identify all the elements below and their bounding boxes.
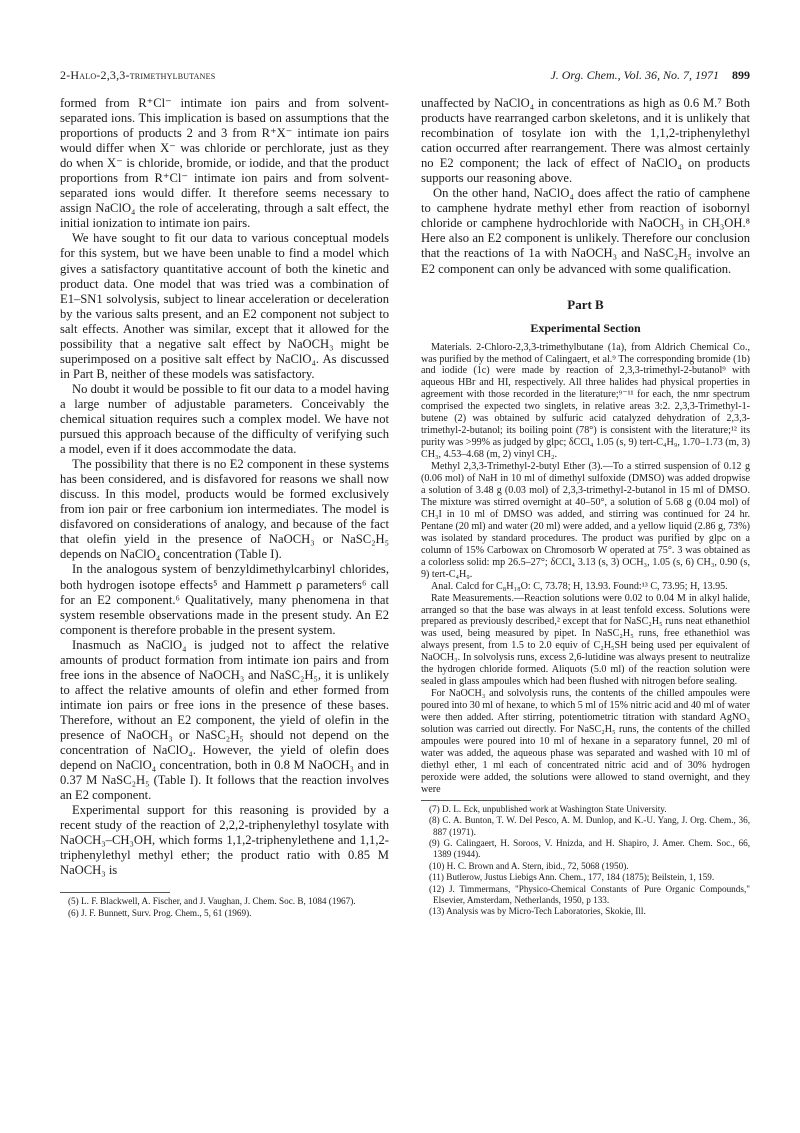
body-paragraph: No doubt it would be possible to fit our data to a model having a large number of adjustable parameters. Conceivably the chemical situation requires such a complex model. We have not pursued this approach because of the difficulty of verifying such a model, even if it does accommodate the data. (60, 381, 389, 457)
body-paragraph: unaffected by NaClO₄ in concentrations as high as 0.6 M.⁷ Both products have rearranged carbon skeletons, and it is unlikely that recombination of tosylate ion with the 1,1,2-triphenylethyl cation occurred after rearrangement. There was almost certainly no E2 component; the lack of effect of NaClO₄ on products supports our reasoning above. (421, 96, 750, 186)
right-column (421, 96, 750, 918)
footnote: (8) C. A. Bunton, T. W. Del Pesco, A. M. Dunlop, and K.-U. Yang, J. Org. Chem., 36, 887 (1971). (429, 815, 750, 837)
footnote: (13) Analysis was by Micro-Tech Laboratories, Skokie, Ill. (429, 906, 646, 917)
footnote: (11) Butlerow, Justus Liebigs Ann. Chem., 177, 184 (1875); Beilstein, 1, 159. (429, 872, 715, 883)
footnote-rule (60, 892, 170, 893)
footnote: (6) J. F. Bunnett, Surv. Prog. Chem., 5, 61 (1969). (68, 907, 252, 918)
footnote-rule (421, 800, 531, 801)
experimental-paragraph: Rate Measurements.—Reaction solutions were 0.02 to 0.04 M in alkyl halide, arranged so that the base was always in at least tenfold excess. Solutions were prepared as previously described,² except that for NaSC₂H₅ runs neat ethanethiol was used, being measured by pipet. In NaSC₂H₅ runs, free ethanethiol was always present, from 1.5 to 2.0 equiv of C₂H₅SH being used per equivalent of NaOCH₃. In solvolysis runs, excess 2,6-lutidine was always present to neutralize the hydrogen chloride formed. Aliquots (5.0 ml) of the reaction solution were sealed in glass ampoules which had been flushed with nitrogen before sealing. (421, 592, 750, 688)
footnote: (9) G. Calingaert, H. Soroos, V. Hnizda, and H. Shapiro, J. Amer. Chem. Soc., 66, 1389 (1944). (429, 838, 750, 860)
experimental-paragraph: For NaOCH₃ and solvolysis runs, the contents of the chilled ampoules were poured into 30 ml of hexane, to which 5 ml of 15% nitric acid and 40 ml of water were then added. After stirring, potentiometric titration with standard AgNO₃ solution was carried out directly. For NaSC₂H₅ runs, the contents of the chilled ampoules were poured into 10 ml of hexane in a separatory funnel, 20 ml of water was added, the aqueous phase was separated and washed with 10 ml of diethyl ether, 1 ml each of concentrated nitric acid and of 30% hydrogen peroxide were added, the solutions were allowed to stand overnight, and they were (421, 688, 750, 795)
body-paragraph: The possibility that there is no E2 component in these systems has been considered, and is disfavored for reasons we shall now discuss. In this model, products would be formed exclusively from ion pair or free carbonium ion intermediates. The model is disfavored on considerations of analogy, and because of the fact that olefin yield in the presence of NaOCH₃ or NaSC₂H₅ depends on NaClO₄ concentration (Table I). (60, 457, 389, 562)
experimental-paragraph: Anal. Calcd for C₈H₁₈O: C, 73.78; H, 13.93. Found:¹³ C, 73.95; H, 13.95. (431, 580, 728, 592)
page-number: 899 (732, 68, 750, 82)
body-paragraph: In the analogous system of benzyldimethylcarbinyl chlorides, both hydrogen isotope effects⁵ and Hammett ρ parameters⁶ call for an E2 component.⁶ Qualitatively, many phenomena in that system resemble observations made in the present study. An E2 component is therefore probable in the present system. (60, 562, 389, 637)
body-paragraph: formed from R⁺Cl⁻ intimate ion pairs and from solvent-separated ions. This implication is based on assumptions that the proportions of products 2 and 3 from R⁺X⁻ intimate ion pairs would differ when X⁻ was chloride or perchlorate, just as they do when X⁻ is chloride, bromide, or iodide, and that the product proportions from R⁺Cl⁻ intimate ion pairs and from solvent-separated ions would differ. It therefore seems necessary to assign NaClO₄ the role of accelerating, through a salt effect, the initial ionization to intimate ion pairs. (60, 96, 389, 231)
body-paragraph: Experimental support for this reasoning is provided by a recent study of the reaction of 2,2,2-triphenylethyl tosylate with NaOCH₃–CH₃OH, which forms 1,1,2-triphenylethene and 1,1,2-triphenylethyl methyl ether; the product ratio with 0.85 M NaOCH₃ is (60, 803, 389, 878)
running-header (60, 66, 750, 84)
footnote: (5) L. F. Blackwell, A. Fischer, and J. Vaughan, J. Chem. Soc. B, 1084 (1967). (68, 896, 356, 907)
journal-citation (550, 66, 750, 84)
body-paragraph: Inasmuch as NaClO₄ is judged not to affect the relative amounts of product formation from intimate ion pairs and from free ions in the absence of NaOCH₃ and NaSC₂H₅, it is unlikely to affect the relative amounts of olefin and ether formed from intimate ion pairs or free ions in the presence of these bases. Therefore, without an E2 component, the yield of olefin in the presence of NaOCH₃ or NaSC₂H₅ should not depend on the concentration of NaClO₄. However, the yield of olefin does depend on NaClO₄ concentration, both in 0.8 M NaOCH₃ and in 0.37 M NaSC₂H₅ (Table I). It follows that the reaction involves an E2 component. (60, 637, 389, 803)
journal-name: J. Org. Chem., Vol. 36, No. 7, 1971 (550, 68, 719, 82)
body-paragraph: On the other hand, NaClO₄ does affect the ratio of camphene to camphene hydrate methyl ether from reaction of isobornyl chloride or camphene hydrochloride with NaOCH₃ in CH₃OH.⁸ Here also an E2 component is unlikely. Therefore our conclusion that the reactions of 1a with NaOCH₃ and NaSC₂H₅ involve an E2 component can only be advanced with some qualification. (421, 186, 750, 276)
footnote: (10) H. C. Brown and A. Stern, ibid., 72, 5068 (1950). (429, 860, 629, 871)
footnote: (12) J. Timmermans, "Physico-Chemical Constants of Pure Organic Compounds," Elsevier, Amsterdam, Netherlands, 1950, p 133. (429, 883, 750, 906)
footnote: (7) D. L. Eck, unpublished work at Washington State University. (429, 803, 667, 814)
left-column (60, 96, 389, 919)
running-title: 2-Halo-2,3,3-trimethylbutanes (60, 68, 216, 82)
experimental-paragraph: Methyl 2,3,3-Trimethyl-2-butyl Ether (3).—To a stirred suspension of 0.12 g (0.06 mol) of NaH in 10 ml of dimethyl sulfoxide (DMSO) was added dropwise a solution of 3.48 g (0.03 mol) of 2,3,3-trimethyl-2-butanol in 15 ml of DMSO. The mixture was stirred overnight at 40–50°, a solution of 5.68 g (0.04 mol) of CH₃I in 10 ml of DMSO was added, and stirring was continued for 24 hr. Pentane (20 ml) and water (20 ml) were added, and a yellow liquid (2.86 g, 73%) was isolated by standard procedures. The product was purified by glpc on a column of 15% Carbowax on Chromosorb W operated at 75°. 3 was obtained as a colorless solid: mp 26.5–27°; δCCl₄ 3.13 (s, 3) OCH₃, 1.05 (s, 6) CH₃, 0.90 (s, 9) tert-C₄H₉. (421, 461, 750, 580)
section-title: Experimental Section (530, 320, 641, 335)
body-paragraph: We have sought to fit our data to various conceptual models for this system, but we have been unable to find a model which gives a satisfactory quantitative account of both the kinetic and product data. One model that was tried was a combination of E1–SN1 solvolysis, subject to linear acceleration or deceleration by the various salts present, and an E2 component not subject to salt effects. Another was similar, except that it allowed for the possibility that a negative salt effect by NaOCH₃ might be superimposed on a positive salt effect by NaClO₄. As discussed in Part B, neither of these models was satisfactory. (60, 231, 389, 381)
part-title: Part B (567, 296, 604, 312)
experimental-paragraph: Materials. 2-Chloro-2,3,3-trimethylbutane (1a), from Aldrich Chemical Co., was purified by the method of Calingaert, et al.⁹ The corresponding bromide (1b) and iodide (1c) were made by reaction of 2,3,3-trimethyl-2-butanol⁹ with aqueous HBr and HI, respectively. All three halides had physical properties in agreement with those recorded in the literature;⁹⁻¹¹ for each, the nmr spectrum comprised the expected two singlets, in relative areas 3:2. 2,3,3-Trimethyl-1-butene (2) was obtained by sulfuric acid catalyzed dehydration of 2,3,3-trimethyl-2-butanol; its boiling point (78°) is consistent with the literature;¹² its purity was >99% as judged by glpc; δCCl₄ 1.05 (s, 9) tert-C₄H₉, 1.70–1.73 (m, 3) CH₃, 4.53–4.68 (m, 2) vinyl CH₂. (421, 341, 750, 461)
